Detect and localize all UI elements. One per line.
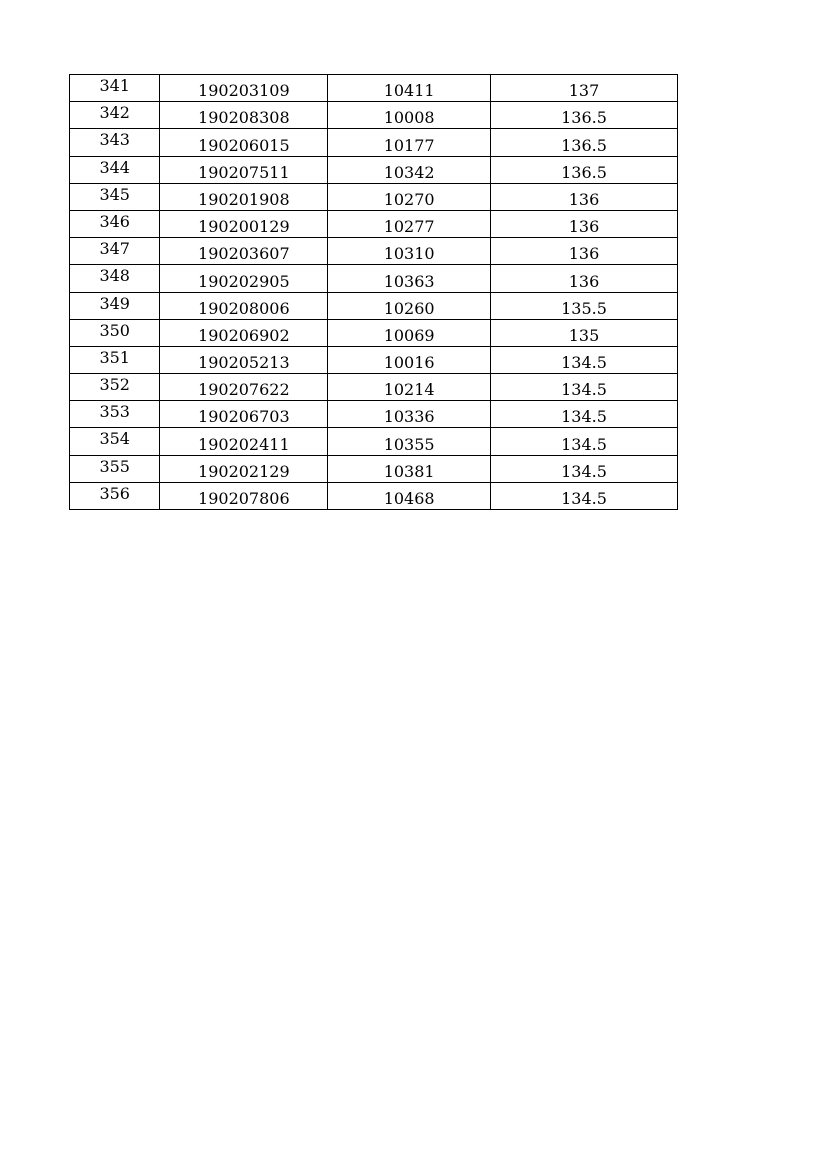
score-cell: 134.5 [491, 428, 678, 455]
id-cell: 190208308 [160, 102, 328, 129]
rank-cell: 343 [70, 129, 160, 156]
rank-cell: 346 [70, 210, 160, 237]
table-row [70, 210, 678, 237]
id-cell: 190207806 [160, 482, 328, 509]
table-row [70, 319, 678, 346]
id-cell: 190203607 [160, 238, 328, 265]
id-cell: 190206015 [160, 129, 328, 156]
table-row [70, 482, 678, 509]
id-cell: 190202411 [160, 428, 328, 455]
code-cell: 10411 [328, 75, 491, 102]
table-row [70, 401, 678, 428]
code-cell: 10277 [328, 210, 491, 237]
rank-cell: 342 [70, 102, 160, 129]
score-cell: 135 [491, 319, 678, 346]
score-cell: 136.5 [491, 102, 678, 129]
rank-cell: 350 [70, 319, 160, 346]
code-cell: 10310 [328, 238, 491, 265]
id-cell: 190208006 [160, 292, 328, 319]
code-cell: 10008 [328, 102, 491, 129]
rank-cell: 353 [70, 401, 160, 428]
score-cell: 136 [491, 183, 678, 210]
rank-cell: 347 [70, 238, 160, 265]
code-cell: 10177 [328, 129, 491, 156]
code-cell: 10342 [328, 156, 491, 183]
code-cell: 10270 [328, 183, 491, 210]
id-cell: 190203109 [160, 75, 328, 102]
table-row [70, 75, 678, 102]
score-cell: 136 [491, 210, 678, 237]
id-cell: 190206902 [160, 319, 328, 346]
code-cell: 10016 [328, 346, 491, 373]
code-cell: 10214 [328, 374, 491, 401]
rank-cell: 348 [70, 265, 160, 292]
id-cell: 190207622 [160, 374, 328, 401]
id-cell: 190202905 [160, 265, 328, 292]
code-cell: 10069 [328, 319, 491, 346]
rank-cell: 352 [70, 374, 160, 401]
rank-cell: 344 [70, 156, 160, 183]
id-cell: 190207511 [160, 156, 328, 183]
rank-cell: 356 [70, 482, 160, 509]
rank-cell: 354 [70, 428, 160, 455]
code-cell: 10468 [328, 482, 491, 509]
score-cell: 136 [491, 238, 678, 265]
table-row [70, 102, 678, 129]
table-row [70, 183, 678, 210]
rank-cell: 355 [70, 455, 160, 482]
code-cell: 10381 [328, 455, 491, 482]
code-cell: 10260 [328, 292, 491, 319]
table-row [70, 238, 678, 265]
results-table [69, 74, 678, 510]
table-row [70, 374, 678, 401]
id-cell: 190202129 [160, 455, 328, 482]
score-cell: 134.5 [491, 374, 678, 401]
id-cell: 190205213 [160, 346, 328, 373]
rank-cell: 341 [70, 75, 160, 102]
table-row [70, 346, 678, 373]
score-cell: 134.5 [491, 482, 678, 509]
id-cell: 190201908 [160, 183, 328, 210]
id-cell: 190200129 [160, 210, 328, 237]
score-cell: 134.5 [491, 455, 678, 482]
code-cell: 10355 [328, 428, 491, 455]
table-row [70, 129, 678, 156]
table-row [70, 292, 678, 319]
score-cell: 136.5 [491, 156, 678, 183]
table-row [70, 455, 678, 482]
score-cell: 134.5 [491, 401, 678, 428]
code-cell: 10363 [328, 265, 491, 292]
rank-cell: 345 [70, 183, 160, 210]
table-row [70, 156, 678, 183]
results-table-body [70, 75, 678, 510]
code-cell: 10336 [328, 401, 491, 428]
table-row [70, 265, 678, 292]
score-cell: 136.5 [491, 129, 678, 156]
score-cell: 137 [491, 75, 678, 102]
score-cell: 135.5 [491, 292, 678, 319]
score-cell: 136 [491, 265, 678, 292]
id-cell: 190206703 [160, 401, 328, 428]
table-row [70, 428, 678, 455]
score-cell: 134.5 [491, 346, 678, 373]
rank-cell: 351 [70, 346, 160, 373]
rank-cell: 349 [70, 292, 160, 319]
